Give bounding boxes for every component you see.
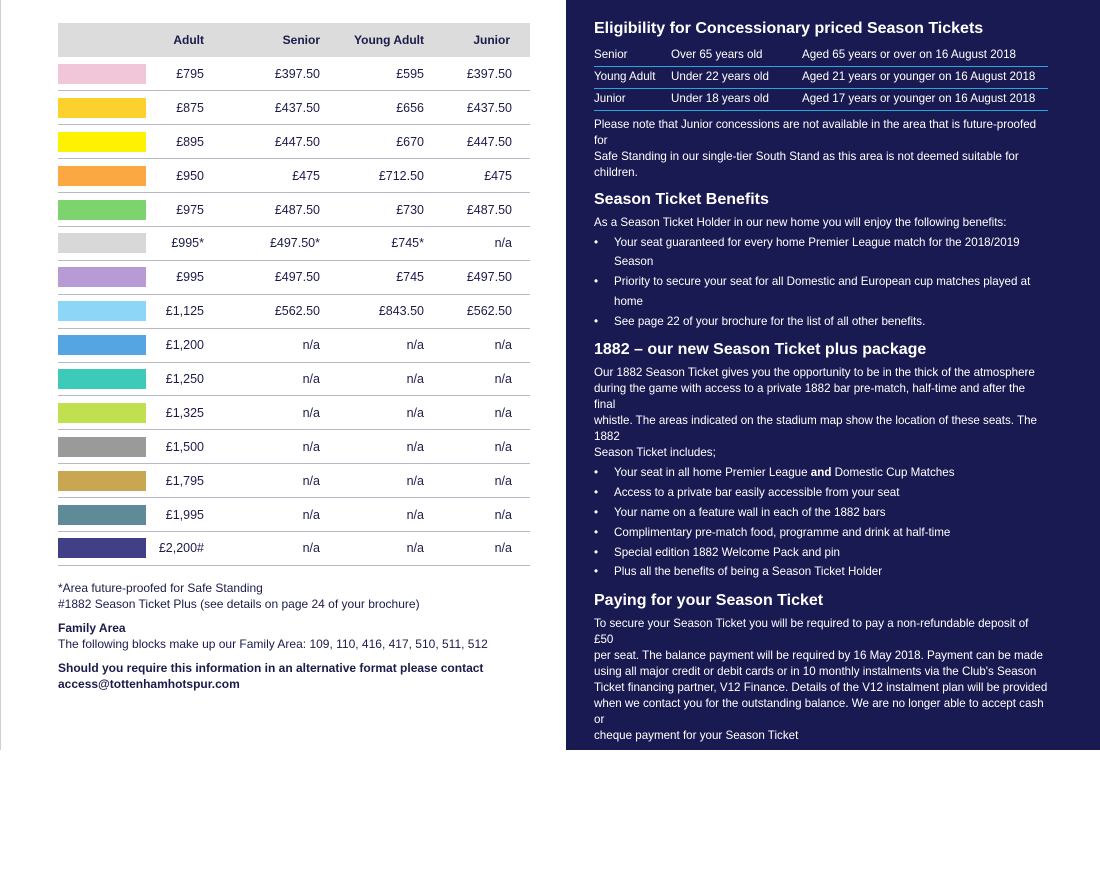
footnote-star: *Area future-proofed for Safe Standing (58, 581, 263, 595)
price-adult: £1,500 (165, 439, 204, 454)
paying-line: Ticket financing partner, V12 Finance. Details of the V12 instalment plan will be provided (594, 681, 1048, 695)
alt-format-email-link[interactable]: access@tottenhamhotspur.com (58, 677, 240, 691)
price-adult: £995 (176, 270, 204, 285)
price-senior: £447.50 (274, 134, 320, 149)
package-item (594, 463, 1048, 483)
package-item: • Complimentary pre-match food, programme and drink at half-time (594, 523, 1048, 543)
eligibility-row (594, 44, 1048, 66)
price-row (58, 531, 530, 565)
swatch-cell (58, 260, 158, 294)
eligibility-table (594, 44, 1048, 111)
price-junior: £497.50 (466, 270, 512, 285)
price-junior: £447.50 (466, 134, 512, 149)
price-row (58, 430, 530, 464)
benefit-item: • Your seat guaranteed for every home Premier League match for the 2018/2019 Season (594, 233, 1048, 273)
paying-line: using all major credit or debit cards or in 10 monthly instalments via the Club's Season (594, 665, 1037, 679)
eligibility-note-line: Safe Standing in our single-tier South Stand as this area is not deemed suitable for children. (594, 149, 1019, 179)
price-young-adult: £712.50 (378, 168, 424, 183)
accessible-line: already registered with our Disability Access Scheme, please contact our Disability Access (594, 827, 1017, 857)
price-adult: £1,200 (165, 338, 204, 353)
swatch-cell (58, 531, 158, 565)
eligibility-type: Junior (594, 88, 671, 110)
price-row (58, 464, 530, 498)
price-junior: n/a (494, 541, 512, 556)
price-young-adult: n/a (406, 439, 424, 454)
price-adult: £975 (176, 202, 204, 217)
price-junior: n/a (494, 473, 512, 488)
color-swatch (58, 267, 146, 287)
paying-section (594, 590, 1048, 744)
price-junior: £475 (484, 168, 512, 183)
color-swatch (58, 437, 146, 457)
swatch-cell (58, 396, 158, 430)
package-item-bold: and (810, 466, 832, 480)
package-intro-line: Our 1882 Season Ticket gives you the opportunity to be in the thick of the atmosphere (594, 366, 1035, 380)
header-young-adult: Young Adult (354, 33, 424, 47)
eligibility-rule: Aged 65 years or over on 16 August 2018 (802, 44, 1048, 66)
paying-line: To secure your Season Ticket you will be required to pay a non-refundable deposit of £50 (594, 617, 1029, 647)
swatch-cell (58, 294, 158, 328)
package-intro-line: Season Ticket includes; (594, 446, 716, 460)
eligibility-note-line: Please note that Junior concessions are not available in the area that is future-proofed for (594, 117, 1037, 147)
notes (58, 580, 488, 692)
paying-line: cheque payment for your Season Ticket (594, 729, 799, 743)
price-senior: n/a (302, 439, 320, 454)
price-adult: £950 (176, 168, 204, 183)
price-adult: £1,250 (165, 371, 204, 386)
paying-line: per seat. The balance payment will be required by 16 May 2018. Payment can be made (594, 649, 1043, 663)
price-row (58, 226, 530, 260)
price-senior: n/a (302, 405, 320, 420)
color-swatch (58, 538, 146, 558)
price-adult: £2,200# (158, 541, 204, 556)
swatch-cell (58, 226, 158, 260)
price-row (58, 328, 530, 362)
price-adult: £875 (176, 100, 204, 115)
footnote-hash: #1882 Season Ticket Plus (see details on page 24 of your brochure) (58, 597, 420, 611)
price-young-adult: n/a (406, 473, 424, 488)
price-young-adult: £656 (396, 100, 424, 115)
swatch-header (58, 23, 158, 57)
price-senior: n/a (302, 371, 320, 386)
price-young-adult: n/a (406, 371, 424, 386)
price-row (58, 57, 530, 91)
paying-line: when we contact you for the outstanding balance. We are no longer able to accept cash or (594, 697, 1044, 727)
paying-title: Paying for your Season Ticket (594, 592, 824, 610)
color-swatch (58, 132, 146, 152)
price-row (58, 159, 530, 193)
swatch-cell (58, 91, 158, 125)
price-junior: £562.50 (466, 304, 512, 319)
package-intro-line: during the game with access to a private 1882 bar pre-match, half-time and after the final (594, 382, 1026, 412)
price-adult: £1,995 (165, 507, 204, 522)
price-junior: £487.50 (466, 202, 512, 217)
price-adult: £995* (171, 236, 204, 251)
price-adult: £795 (176, 66, 204, 81)
price-adult: £1,125 (165, 304, 204, 319)
alt-format-text: Should you require this information in an alternative format please contact (58, 661, 484, 675)
color-swatch (58, 403, 146, 423)
benefits-section (594, 189, 1048, 332)
benefits-list (594, 233, 1048, 332)
accessible-line: Manager by emailing access@tottenhamhotspur.com (594, 859, 868, 873)
swatch-cell (58, 430, 158, 464)
price-row (58, 193, 530, 227)
swatch-cell (58, 125, 158, 159)
color-swatch (58, 301, 146, 321)
price-senior: £475 (292, 168, 320, 183)
price-senior: £397.50 (274, 66, 320, 81)
price-junior: n/a (494, 405, 512, 420)
price-adult: £1,795 (165, 473, 204, 488)
package-item-text: Your seat in all home Premier League (614, 466, 811, 480)
price-young-adult: n/a (406, 405, 424, 420)
price-young-adult: n/a (406, 541, 424, 556)
price-junior: n/a (494, 439, 512, 454)
swatch-cell (58, 159, 158, 193)
header-adult: Adult (173, 33, 204, 47)
right-panel (566, 0, 1100, 873)
family-area-title: Family Area (58, 621, 126, 635)
price-table-body (58, 57, 530, 565)
swatch-cell (58, 193, 158, 227)
price-young-adult: n/a (406, 338, 424, 353)
color-swatch (58, 471, 146, 491)
package-item: • Plus all the benefits of being a Season Ticket Holder (594, 562, 1048, 582)
eligibility-row (594, 88, 1048, 110)
price-young-adult: £670 (396, 134, 424, 149)
eligibility-type: Senior (594, 44, 671, 66)
price-senior: £497.50* (269, 236, 320, 251)
swatch-cell (58, 328, 158, 362)
package-item: • Access to a private bar easily accessible from your seat (594, 483, 1048, 503)
price-young-adult: £745* (391, 236, 424, 251)
price-table (58, 23, 530, 566)
eligibility-rule: Aged 21 years or younger on 16 August 2018 (802, 66, 1048, 88)
benefit-item: • Priority to secure your seat for all Domestic and European cup matches played at home (594, 272, 1048, 312)
price-row (58, 498, 530, 532)
eligibility-age: Over 65 years old (671, 44, 802, 66)
price-senior: £562.50 (274, 304, 320, 319)
eligibility-rule: Aged 17 years or younger on 16 August 2018 (802, 88, 1048, 110)
price-young-adult: £843.50 (378, 304, 424, 319)
eligibility-type: Young Adult (594, 66, 671, 88)
color-swatch (58, 98, 146, 118)
accessible-title: Locations of Accessible Areas (594, 754, 825, 772)
eligibility-age: Under 18 years old (671, 88, 802, 110)
package-intro-line: whistle. The areas indicated on the stadium map show the location of these seats. The 1882 (594, 414, 1037, 444)
price-young-adult: £730 (396, 202, 424, 217)
price-junior: n/a (494, 338, 512, 353)
color-swatch (58, 64, 146, 84)
header-senior: Senior (282, 33, 320, 47)
price-senior: £437.50 (274, 100, 320, 115)
package-item: • Special edition 1882 Welcome Pack and pin (594, 543, 1048, 563)
price-senior: £487.50 (274, 202, 320, 217)
eligibility-age: Under 22 years old (671, 66, 802, 88)
price-row (58, 91, 530, 125)
price-junior: n/a (494, 236, 512, 251)
swatch-cell (58, 362, 158, 396)
color-swatch (58, 505, 146, 525)
price-row (58, 125, 530, 159)
price-row (58, 260, 530, 294)
price-senior: n/a (302, 473, 320, 488)
price-junior: £437.50 (466, 100, 512, 115)
benefits-title: Season Ticket Benefits (594, 190, 769, 208)
price-junior: n/a (494, 507, 512, 522)
eligibility-row (594, 66, 1048, 88)
price-junior: £397.50 (466, 66, 512, 81)
accessible-line: The locations and prices of accessible seating has been provided to our supporters (594, 779, 1021, 793)
swatch-cell (58, 464, 158, 498)
header-junior: Junior (473, 33, 510, 47)
price-junior: n/a (494, 371, 512, 386)
price-row (58, 294, 530, 328)
swatch-cell (58, 498, 158, 532)
accessible-line: registered as requiring this information. If you have accessibility requirements and are not (594, 795, 1033, 825)
price-senior: n/a (302, 507, 320, 522)
price-row (58, 396, 530, 430)
benefit-item: • See page 22 of your brochure for the list of all other benefits. (594, 312, 1048, 332)
price-senior: n/a (302, 338, 320, 353)
price-row (58, 362, 530, 396)
left-panel (0, 0, 566, 750)
accessible-section (594, 752, 1048, 874)
package-list (594, 463, 1048, 582)
color-swatch (58, 369, 146, 389)
price-young-adult: £595 (396, 66, 424, 81)
package-1882-title: 1882 – our new Season Ticket plus package (594, 341, 927, 359)
price-young-adult: n/a (406, 507, 424, 522)
price-senior: n/a (302, 541, 320, 556)
package-item-text: Domestic Cup Matches (831, 466, 955, 480)
benefits-intro: As a Season Ticket Holder in our new home you will enjoy the following benefits: (594, 215, 1007, 229)
color-swatch (58, 200, 146, 220)
price-table-header (58, 23, 530, 57)
family-area-text: The following blocks make up our Family Area: 109, 110, 416, 417, 510, 511, 512 (58, 637, 488, 651)
price-adult: £895 (176, 134, 204, 149)
swatch-cell (58, 57, 158, 91)
color-swatch (58, 335, 146, 355)
price-adult: £1,325 (165, 405, 204, 420)
package-1882-section (594, 339, 1048, 582)
color-swatch (58, 166, 146, 186)
price-senior: £497.50 (274, 270, 320, 285)
eligibility-title: Eligibility for Concessionary priced Season Tickets (594, 20, 984, 37)
price-young-adult: £745 (396, 270, 424, 285)
package-item: • Your name on a feature wall in each of the 1882 bars (594, 503, 1048, 523)
color-swatch (58, 233, 146, 253)
